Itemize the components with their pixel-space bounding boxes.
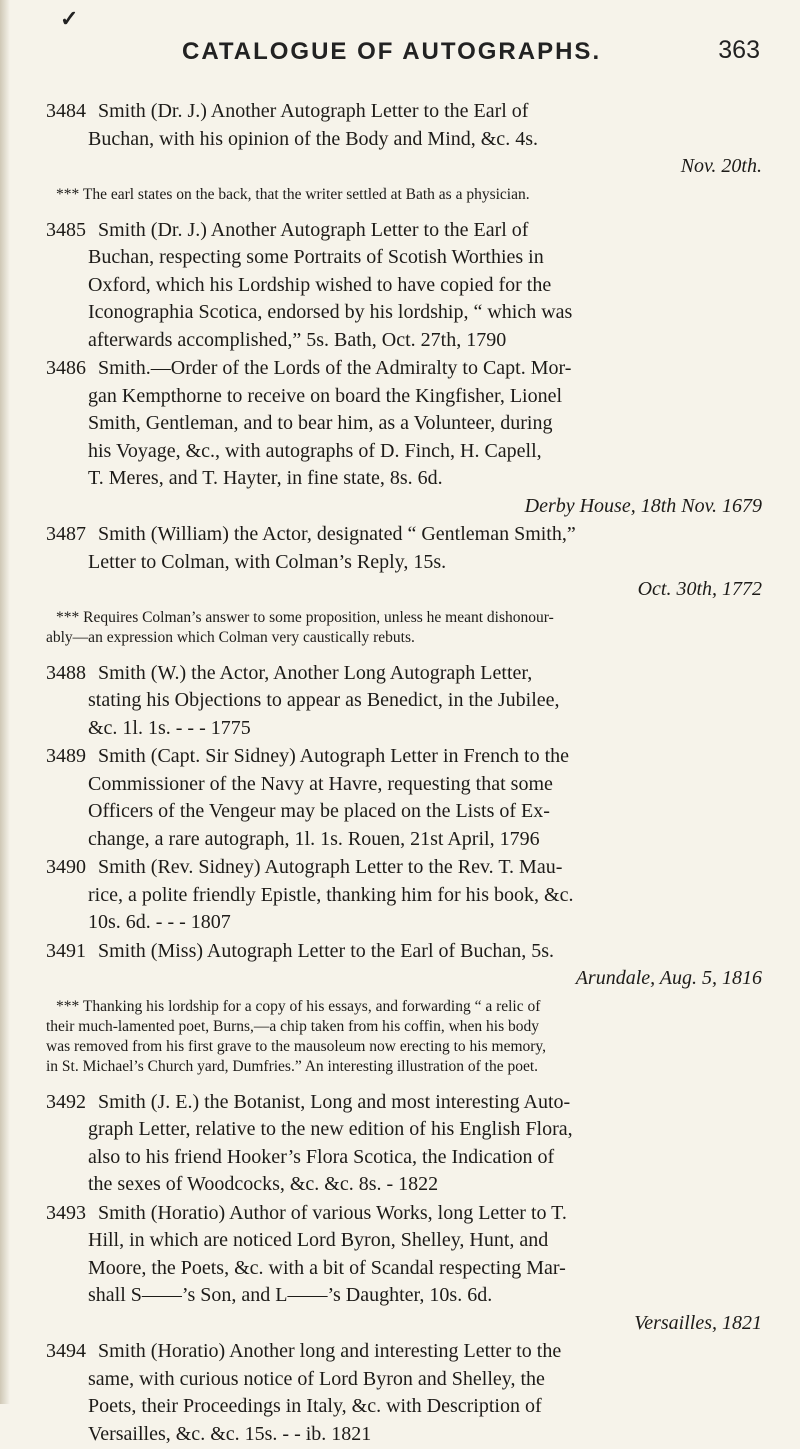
entry-first-line [46, 660, 762, 688]
lot-number: 3491 [46, 939, 86, 962]
lot-number: 3493 [46, 1201, 86, 1224]
entry-first-line [46, 743, 762, 771]
entry-line: Officers of the Vengeur may be placed on the Lists of Ex- [88, 800, 550, 822]
entry-text: Smith.—Order of the Lords of the Admiralty to Capt. Mor- [98, 357, 572, 379]
catalogue-body [46, 98, 762, 1449]
note-line: in St. Michael’s Church yard, Dumfries.” An interesting illustration of the poet. [46, 1057, 539, 1075]
entry-line: also to his friend Hooker’s Flora Scotica, the Indication of [88, 1145, 555, 1168]
lot-number: 3489 [46, 745, 86, 767]
entry-line: graph Letter, relative to the new edition of his English Flora, [88, 1118, 573, 1140]
note-line: their much-lamented poet, Burns,—a chip taken from his coffin, when his body [46, 1017, 540, 1035]
note-line: was removed from his first grave to the mausoleum now erecting to his memory, [46, 1037, 547, 1055]
entry-text: Smith (Dr. J.) Another Autograph Letter to the Earl of [98, 218, 529, 241]
lot-number: 3487 [46, 523, 86, 545]
catalogue-entry [46, 355, 762, 520]
lot-number: 3488 [46, 661, 86, 684]
lot-number: 3486 [46, 357, 86, 379]
entry-date: Oct. 30th, 1772 [637, 578, 762, 600]
catalogue-entry [46, 521, 762, 604]
entry-date: Arundale, Aug. 5, 1816 [575, 967, 762, 989]
note-line: *** Requires Colman’s answer to some proposition, unless he meant dishonour- [56, 608, 554, 626]
catalogue-entry [46, 854, 762, 937]
catalogue-entry [46, 1338, 762, 1448]
entry-line: same, with curious notice of Lord Byron and Shelley, the [88, 1367, 545, 1390]
entry-line: Commissioner of the Navy at Havre, requesting that some [88, 772, 553, 795]
note-line: *** Thanking his lordship for a copy of his essays, and forwarding “ a relic of [56, 997, 541, 1015]
catalogue-entry [46, 660, 762, 743]
entry-first-line [46, 1338, 762, 1366]
catalogue-entry [46, 743, 762, 853]
entry-line: his Voyage, &c., with autographs of D. Finch, H. Capell, [88, 439, 542, 462]
entry-first-line [46, 854, 762, 882]
lot-number: 3490 [46, 856, 86, 878]
entry-line: Hill, in which are noticed Lord Byron, Shelley, Hunt, and [88, 1229, 549, 1251]
entry-line: the sexes of Woodcocks, &c. &c. 8s. - 1822 [88, 1173, 439, 1195]
entry-line: Letter to Colman, with Colman’s Reply, 15s. [88, 550, 447, 573]
entry-text: Smith (Horatio) Another long and interesting Letter to the [98, 1340, 562, 1362]
entry-first-line [46, 938, 762, 966]
note-line: *** The earl states on the back, that the writer settled at Bath as a physician. [56, 185, 530, 203]
entry-line: Oxford, which his Lordship wished to have copied for the [88, 273, 552, 296]
lot-number: 3492 [46, 1090, 86, 1113]
entry-note [46, 608, 762, 648]
catalogue-entry [46, 217, 762, 355]
entry-line: stating his Objections to appear as Benedict, in the Jubilee, [88, 689, 560, 711]
entry-first-line [46, 1089, 762, 1117]
entry-text: Smith (W.) the Actor, Another Long Autograph Letter, [98, 661, 533, 684]
entry-text: Smith (Capt. Sir Sidney) Autograph Letter in French to the [98, 745, 570, 767]
entry-line: shall S——’s Son, and L——’s Daughter, 10s. 6d. [88, 1284, 493, 1306]
catalogue-entry [46, 1200, 762, 1338]
entry-line: Moore, the Poets, &c. with a bit of Scandal respecting Mar- [88, 1256, 566, 1279]
entry-line: &c. 1l. 1s. - - - 1775 [88, 716, 251, 739]
entry-first-line [46, 1200, 762, 1228]
entry-text: Smith (Horatio) Author of various Works, long Letter to T. [98, 1201, 567, 1224]
entry-first-line [46, 217, 762, 245]
page-number: 363 [718, 36, 760, 64]
entry-line: gan Kempthorne to receive on board the Kingfisher, Lionel [88, 384, 563, 407]
entry-first-line [46, 521, 762, 549]
check-mark: ✓ [60, 6, 79, 31]
catalogue-entry [46, 1089, 762, 1199]
entry-line: Smith, Gentleman, and to bear him, as a Volunteer, during [88, 412, 553, 434]
entry-line: Buchan, with his opinion of the Body and Mind, &c. 4s. [88, 127, 538, 150]
entry-text: Smith (Dr. J.) Another Autograph Letter to the Earl of [98, 100, 529, 122]
entry-first-line [46, 355, 762, 383]
entry-note [46, 185, 762, 205]
catalogue-entry [46, 98, 762, 181]
entry-line: T. Meres, and T. Hayter, in fine state, 8s. 6d. [88, 467, 443, 489]
catalogue-entry [46, 938, 762, 993]
entry-line: Poets, their Proceedings in Italy, &c. with Description of [88, 1395, 542, 1417]
entry-first-line [46, 98, 762, 126]
lot-number: 3484 [46, 100, 86, 122]
entry-note [46, 997, 762, 1077]
entry-text: Smith (Miss) Autograph Letter to the Earl of Buchan, 5s. [98, 939, 555, 962]
entry-text: Smith (J. E.) the Botanist, Long and most interesting Auto- [98, 1090, 571, 1113]
entry-date: Derby House, 18th Nov. 1679 [524, 494, 762, 517]
lot-number: 3494 [46, 1340, 86, 1362]
entry-text: Smith (William) the Actor, designated “ Gentleman Smith,” [98, 523, 576, 545]
lot-number: 3485 [46, 218, 86, 241]
entry-line: Iconographia Scotica, endorsed by his lordship, “ which was [88, 301, 573, 323]
entry-line: Buchan, respecting some Portraits of Scotish Worthies in [88, 246, 544, 268]
entry-line: rice, a polite friendly Epistle, thanking him for his book, &c. [88, 883, 574, 906]
running-title: CATALOGUE OF AUTOGRAPHS. [182, 38, 602, 65]
entry-line: 10s. 6d. - - - 1807 [88, 911, 231, 933]
entry-line: Versailles, &c. &c. 15s. - - ib. 1821 [88, 1422, 372, 1445]
entry-date: Versailles, 1821 [634, 1311, 762, 1334]
note-line: ably—an expression which Colman very caustically rebuts. [46, 628, 415, 646]
entry-date: Nov. 20th. [680, 155, 762, 177]
entry-text: Smith (Rev. Sidney) Autograph Letter to the Rev. T. Mau- [98, 856, 563, 878]
entry-line: afterwards accomplished,” 5s. Bath, Oct. 27th, 1790 [88, 328, 507, 351]
entry-line: change, a rare autograph, 1l. 1s. Rouen, 21st April, 1796 [88, 827, 540, 850]
